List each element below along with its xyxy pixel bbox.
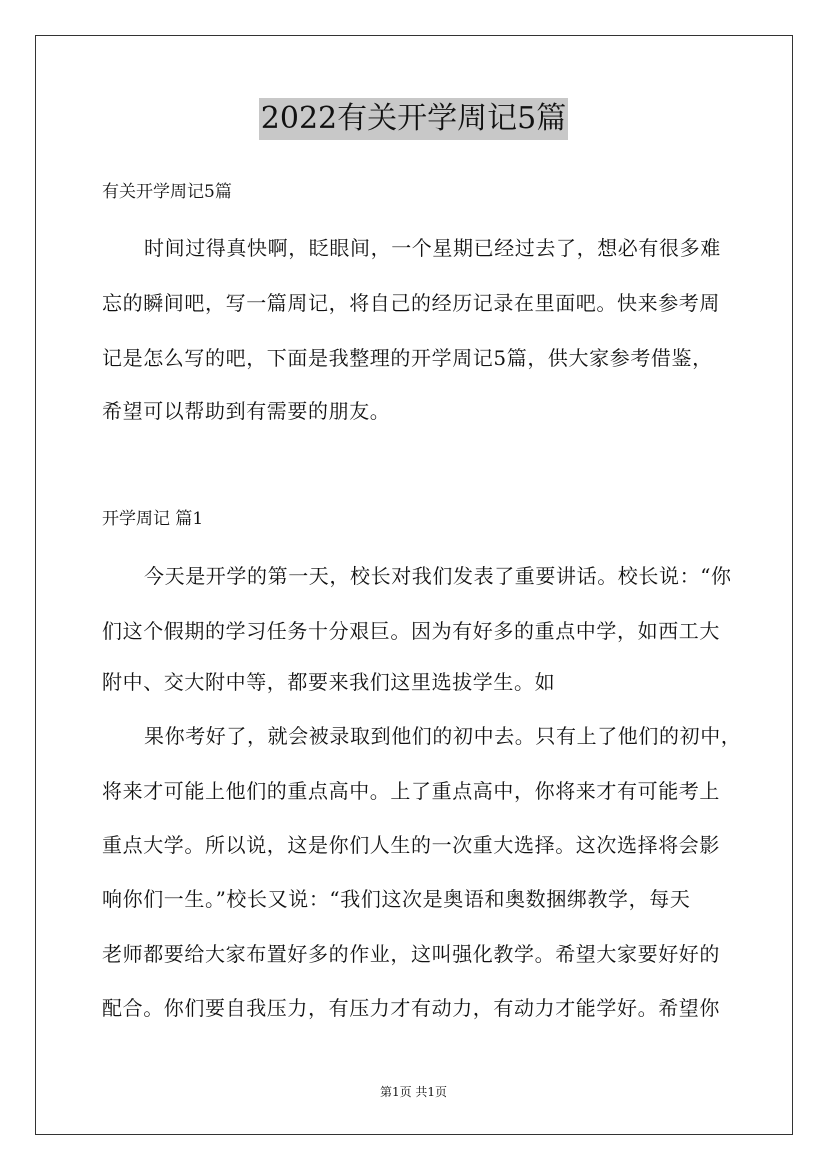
intro-line: 记是怎么写的吧，下面是我整理的开学周记5篇，供大家参考借鉴，: [102, 346, 713, 370]
body-line: 响你们一生。”校长又说：“我们这次是奥语和奥数捆绑教学，每天: [102, 887, 691, 911]
body-line: 果你考好了，就会被录取到他们的初中去。只有上了他们的初中，: [144, 724, 742, 748]
document-title: 2022有关开学周记5篇: [259, 98, 568, 140]
title-container: [0, 98, 827, 140]
body-line: 将来才可能上他们的重点高中。上了重点高中，你将来才有可能考上: [102, 779, 720, 803]
body-line: 今天是开学的第一天，校长对我们发表了重要讲话。校长说：“你: [144, 564, 732, 588]
body-line: 老师都要给大家布置好多的作业，这叫强化教学。希望大家要好好的: [102, 942, 720, 966]
intro-line: 希望可以帮助到有需要的朋友。: [102, 399, 391, 423]
body-line: 配合。你们要自我压力，有压力才有动力，有动力才能学好。希望你: [102, 996, 720, 1020]
body-line: 们这个假期的学习任务十分艰巨。因为有好多的重点中学，如西工大: [102, 619, 720, 643]
document-subtitle: 有关开学周记5篇: [102, 182, 232, 202]
intro-line: 忘的瞬间吧，写一篇周记，将自己的经历记录在里面吧。快来参考周: [102, 291, 720, 315]
body-line: 附中、交大附中等，都要来我们这里选拔学生。如: [102, 670, 556, 694]
intro-line: 时间过得真快啊，眨眼间，一个星期已经过去了，想必有很多难: [144, 236, 721, 260]
body-line: 重点大学。所以说，这是你们人生的一次重大选择。这次选择将会影: [102, 833, 720, 857]
page-footer: 第1页 共1页: [379, 1085, 448, 1099]
section-heading: 开学周记 篇1: [102, 509, 204, 529]
